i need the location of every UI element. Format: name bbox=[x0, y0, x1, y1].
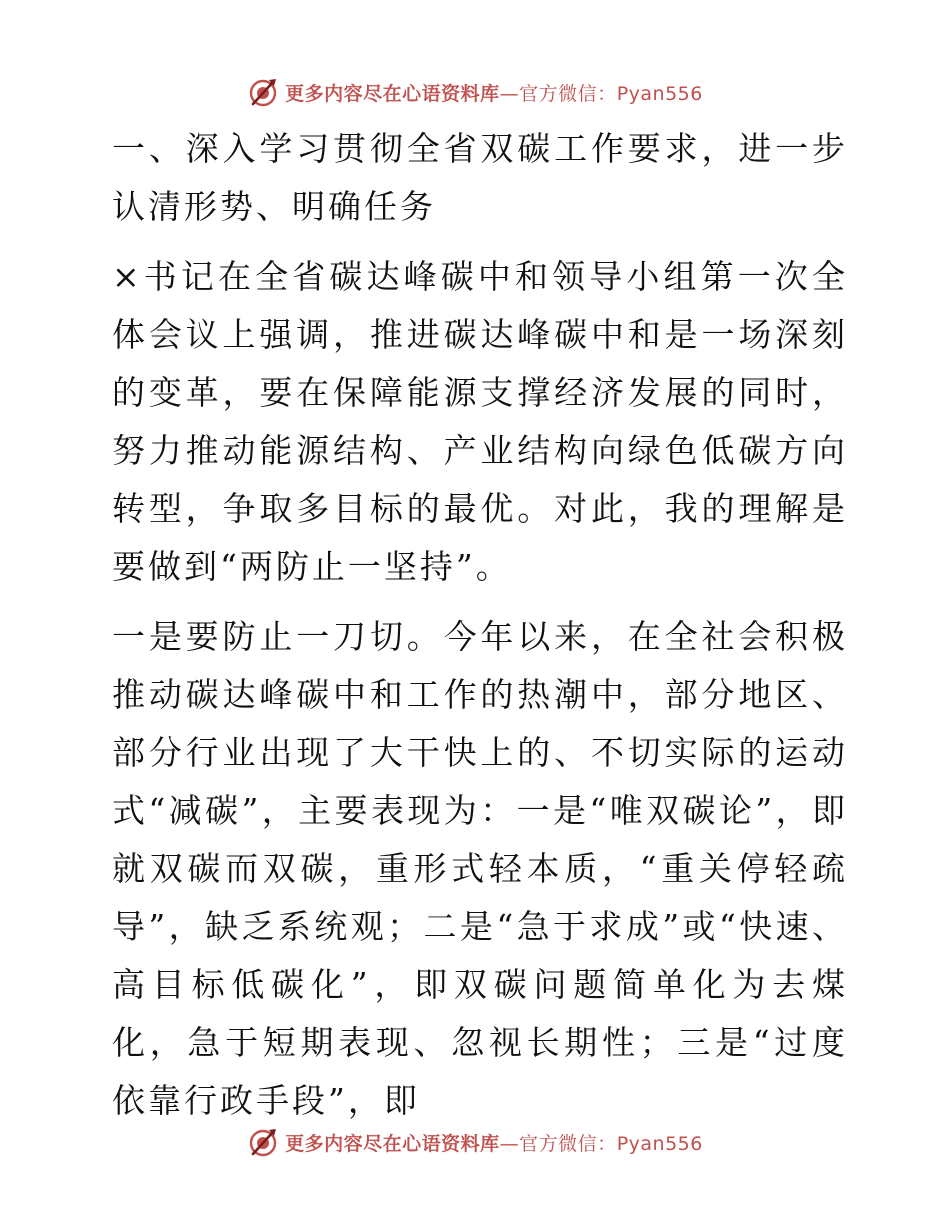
body-paragraph: 一是要防止一刀切。今年以来，在全社会积极推动碳达峰碳中和工作的热潮中，部分地区、部分行业出现了大干快上的、不切实际的运动式“减碳”，主要表现为：一是“唯双碳论”，即就双碳而双碳，重形式轻本质，“重关停轻疏导”，缺乏系统观；二是“急于求成”或“快速、高目标低碳化”，即双碳问题简单化为去煤化，急于短期表现、忽视长期性；三是“过度依靠行政手段”，即 bbox=[112, 617, 848, 1120]
watermark-header bbox=[0, 72, 950, 112]
watermark-label: 官方微信： bbox=[519, 82, 617, 105]
watermark-text bbox=[285, 79, 703, 106]
section-heading: 一、深入学习贯彻全省双碳工作要求，进一步认清形势、明确任务 bbox=[112, 129, 848, 226]
watermark-text bbox=[285, 1129, 703, 1156]
watermark-site: 更多内容尽在心语资料库 bbox=[285, 82, 500, 105]
quill-logo-icon bbox=[247, 1126, 279, 1158]
watermark-separator: — bbox=[499, 82, 520, 105]
watermark-footer bbox=[0, 1122, 950, 1162]
watermark-id: Pyan556 bbox=[616, 82, 703, 105]
watermark-separator: — bbox=[499, 1132, 520, 1155]
watermark-site: 更多内容尽在心语资料库 bbox=[285, 1132, 500, 1155]
body-paragraph: ×书记在全省碳达峰碳中和领导小组第一次全体会议上强调，推进碳达峰碳中和是一场深刻的变革，要在保障能源支撑经济发展的同时，努力推动能源结构、产业结构向绿色低碳方向转型，争取多目标的最优。对此，我的理解是要做到“两防止一坚持”。 bbox=[112, 257, 848, 586]
document-body bbox=[100, 120, 848, 1142]
quill-logo-icon bbox=[247, 76, 279, 108]
watermark-label: 官方微信： bbox=[519, 1132, 617, 1155]
watermark-id: Pyan556 bbox=[616, 1132, 703, 1155]
